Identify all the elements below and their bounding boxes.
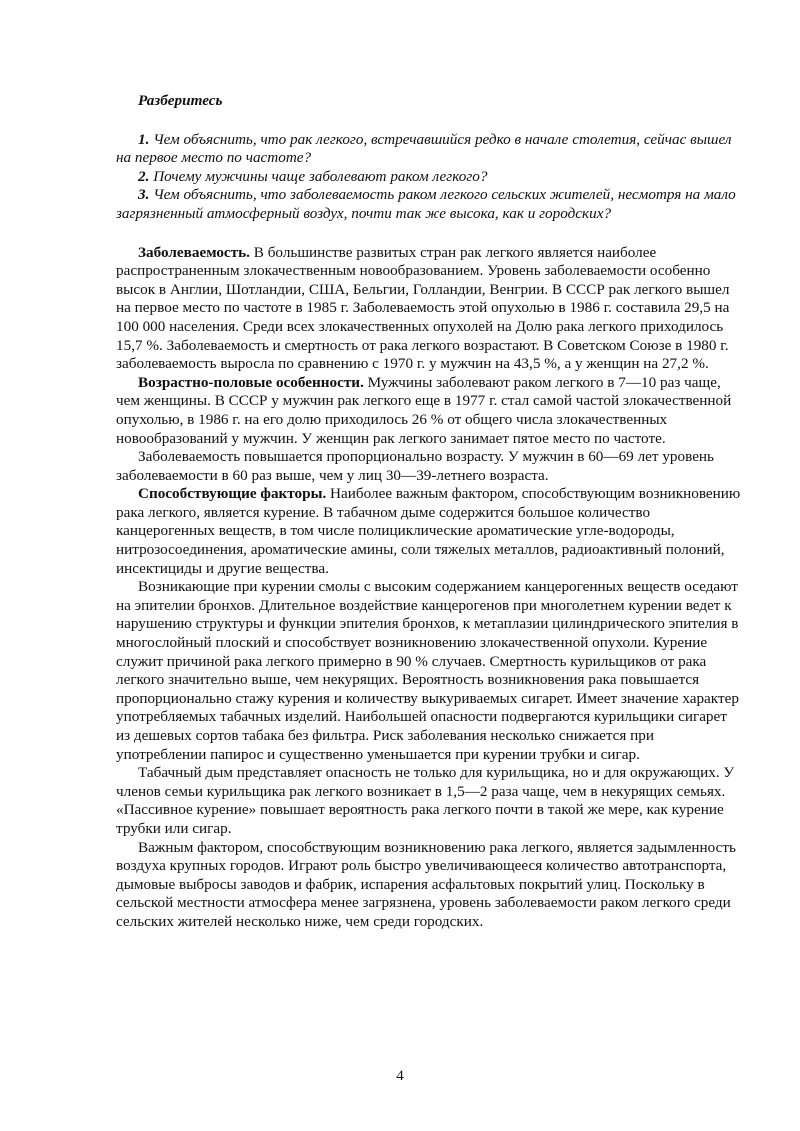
paragraph-age-rate [116,448,744,485]
page-number: 4 [396,1068,404,1084]
paragraph-text: В большинстве развитых стран рак легкого является наиболее распространенным злокачественным новообразованием. Уровень заболеваемости особенно высок в Англии, Шотландии, США, Бельгии, Голландии, Венгрии. В СССР рак легкого вышел на первое место по частоте в 1985 г. Заболеваемость этой опухолью в 1986 г. составила 29,5 на 100 000 населения. Среди всех злокачественных опухолей на Долю рака легкого приходилось 15,7 %. Заболеваемость и смертность от рака легкого возрастают. В Советском Союзе в 1980 г. заболеваемость выросла по сравнению с 1970 г. у мужчин на 43,5 %, а у женщин на 27,2 %. [116,243,730,373]
paragraph-lead: Заболеваемость. [138,243,250,261]
paragraph-text: Табачный дым представляет опасность не только для курильщика, но и для окружающих. У членов семьи курильщика рак легкого возникает в 1,5—2 раза чаще, чем в некурящих семьях. «Пассивное курение» повышает вероятность рака легкого почти в такой же мере, как курение трубки или сигар. [116,764,735,837]
paragraph-passive-smoking [116,764,744,838]
paragraph-text: Наиболее важным фактором, способствующим возникновению рака легкого, является курение. В табачном дыме содержится большое количество канцерогенных веществ, в том числе полициклические ароматические угле-водороды, нитрозосоединения, ароматические амины, соли тяжелых металлов, радиоактивный полоний, инсектициды и другие вещества. [116,485,741,577]
paragraph-text: Заболеваемость повышается пропорционально возрасту. У мужчин в 60—69 лет уровень заболеваемости в 60 раз выше, чем у лиц 30—39-летнего возраста. [116,448,714,484]
question-item [116,168,744,187]
paragraph-text: Возникающие при курении смолы с высоким содержанием канцерогенных веществ оседают на эпителии бронхов. Длительное воздействие канцерогенов при многолетнем курении ведет к нарушению структуры и функции эпителия бронхов, к метаплазии цилиндрического эпителия в многослойный плоский и способствует возникновению злокачественной опухоли. Курение служит причиной рака легкого примерно в 90 % случаев. Смертность курильщиков от рака легкого значительно выше, чем некурящих. Вероятность возникновения рака повышается пропорционально стажу курения и количеству выкуриваемых сигарет. Имеет значение характер употребляемых табачных изделий. Наибольшей опасности подвергаются курильщики сигарет из дешевых сортов табака без фильтра. Риск заболевания несколько снижается при употреблении папирос и существенно уменьшается при курении трубки и сигар. [116,578,739,763]
paragraph-lead: Способствующие факторы. [138,485,327,503]
page-content [116,92,744,932]
paragraph-factors [116,485,744,578]
question-number: 3. [138,186,150,204]
paragraph-incidence [116,244,744,374]
question-text: Чем объяснить, что рак легкого, встречавшийся редко в начале столетия, сейчас вышел на первое место по частоте? [116,130,732,167]
question-text: Чем объяснить, что заболеваемость раком легкого сельских жителей, несмотря на мало загрязненный атмосферный воздух, почти так же высока, как и городских? [116,186,736,222]
body-text [116,244,744,932]
question-text: Почему мужчины чаще заболевают раком легкого? [149,167,488,185]
question-number: 1. [138,130,150,148]
paragraph-lead: Возрастно-половые особенности. [138,373,364,391]
question-list [116,131,744,224]
paragraph-text: Мужчины заболевают раком легкого в 7—10 раз чаще, чем женщины. В СССР у мужчин рак легкого еще в 1977 г. стал самой частой злокачественной опухолью, в 1986 г. на его долю приходилось 26 % от общего числа злокачественных новообразований у мужчин. У женщин рак легкого занимает пятое место по частоте. [116,373,732,447]
paragraph-air-pollution [116,839,744,932]
paragraph-text: Важным фактором, способствующим возникновению рака легкого, является задымленность воздуха крупных городов. Играют роль быстро увеличивающееся количество автотранспорта, дымовые выбросы заводов и фабрик, испарения асфальтовых покрытий улиц. Поскольку в сельской местности атмосфера менее загрязнена, уровень заболеваемости раком легкого среди сельских жителей несколько ниже, чем среди городских. [116,838,736,930]
question-number: 2. [138,167,150,185]
question-item [116,131,744,168]
paragraph-age-sex [116,374,744,448]
question-item [116,186,744,223]
section-heading: Разберитесь [138,92,223,109]
paragraph-smoking [116,578,744,764]
